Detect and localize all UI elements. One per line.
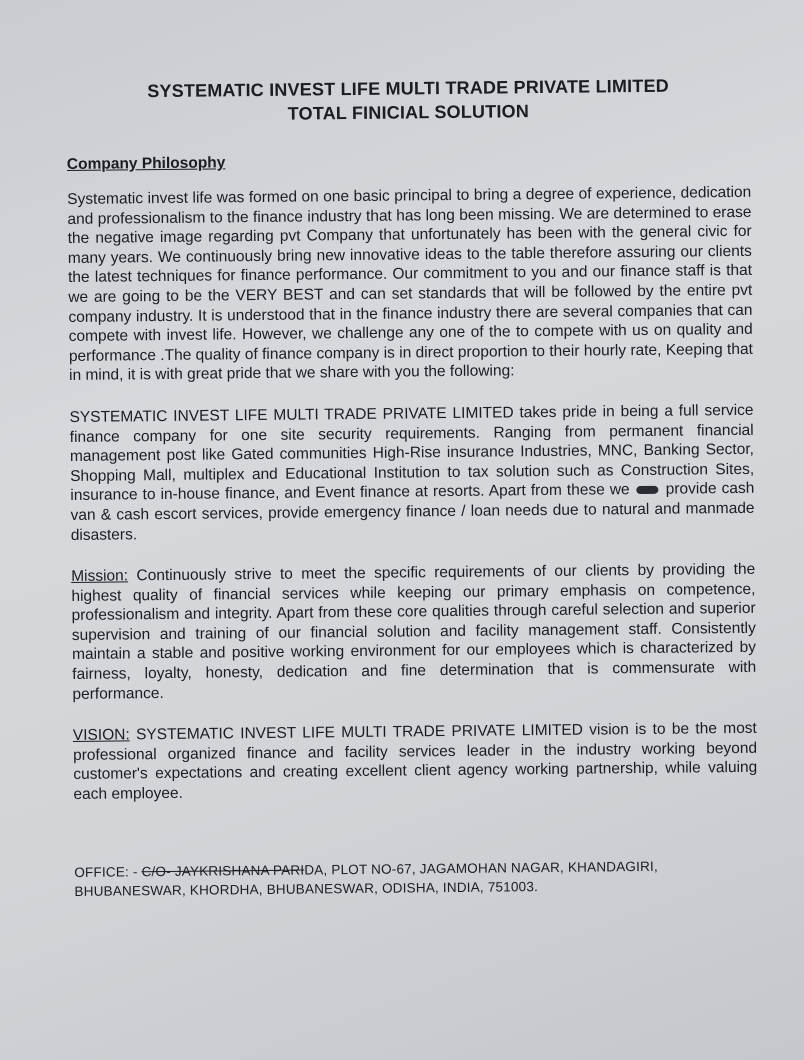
vision-text: SYSTEMATIC INVEST LIFE MULTI TRADE PRIVATE LIMITED vision is to be the most professional organized finance and facility services leader in the industry working beyond customer's expectations and creating excellent client agency working partnership, while valuing each employee. [72,720,758,803]
services-text-after: provide cash van & cash escort services, provide emergency finance / loan needs due to natural and manmade disasters. [70,480,755,544]
philosophy-heading: Company Philosophy [66,154,226,173]
ink-scribble [637,486,659,494]
office-struck-name: C/O- JAYKRISHANA PARI [141,862,305,879]
office-label: OFFICE: - [74,863,138,880]
mission-text: Continuously strive to meet the specific requirements of our clients by providing the highest quality of financial services while keeping our primary emphasis on competence, professionalism and integrity. Apart from these core qualities through careful selection and superior supervision and training of our financial solution and facility management staff. Consistently maintain a stable and positive working environment for our employees which is characterized by fairness, loyalty, honesty, dedication and fine determination that is commensurate with performance. [71,560,757,703]
vision-paragraph [73,719,758,805]
office-address-text: DA, PLOT NO-67, JAGAMOHAN NAGAR, KHANDAGIRI, BHUBANESWAR, KHORDHA, BHUBANESWAR, ODISHA, INDIA, 751003. [74,858,658,899]
mission-label: Mission: [71,567,129,586]
services-text-before: SYSTEMATIC INVEST LIFE MULTI TRADE PRIVATE LIMITED takes pride in being a full service finance company for one site security requirements. Ranging from permanent financial management post like Gated communities High-Rise insurance Industries, MNC, Banking Sector, Shopping Mall, multiplex and Educational Institution to tax solution such as Construction Sites, insurance to in-house finance, and Event finance at resorts. Apart from these we [69,401,755,505]
services-paragraph [69,401,754,545]
mission-paragraph [71,560,756,704]
philosophy-paragraph: Systematic invest life was formed on one basic principal to bring a degree of experience, dedication and professionalism to the finance industry that has long been missing. We are determined to erase the negative image regarding pvt Company that unfortunately has been with the general civic for many years. We continuously bring new innovative ideas to the table therefore assuring our clients the latest techniques for finance performance. Our commitment to you and our finance staff is that we are going to be the VERY BEST and can set standards that will be followed by the entire pvt company industry. It is understood that in the finance industry there are several companies that can compete with invest life. However, we challenge any one of the to compete with us on quality and performance .The quality of finance company is in direct proportion to their hourly rate, Keeping that in mind, it is with great pride that we share with you the following: [67,183,753,385]
tagline-heading: TOTAL FINICIAL SOLUTION [287,101,530,124]
vision-label: VISION: [72,726,130,745]
office-address [74,855,758,900]
document-sheet [66,73,759,901]
company-name-heading: SYSTEMATIC INVEST LIFE MULTI TRADE PRIVATE LIMITED [147,75,670,102]
